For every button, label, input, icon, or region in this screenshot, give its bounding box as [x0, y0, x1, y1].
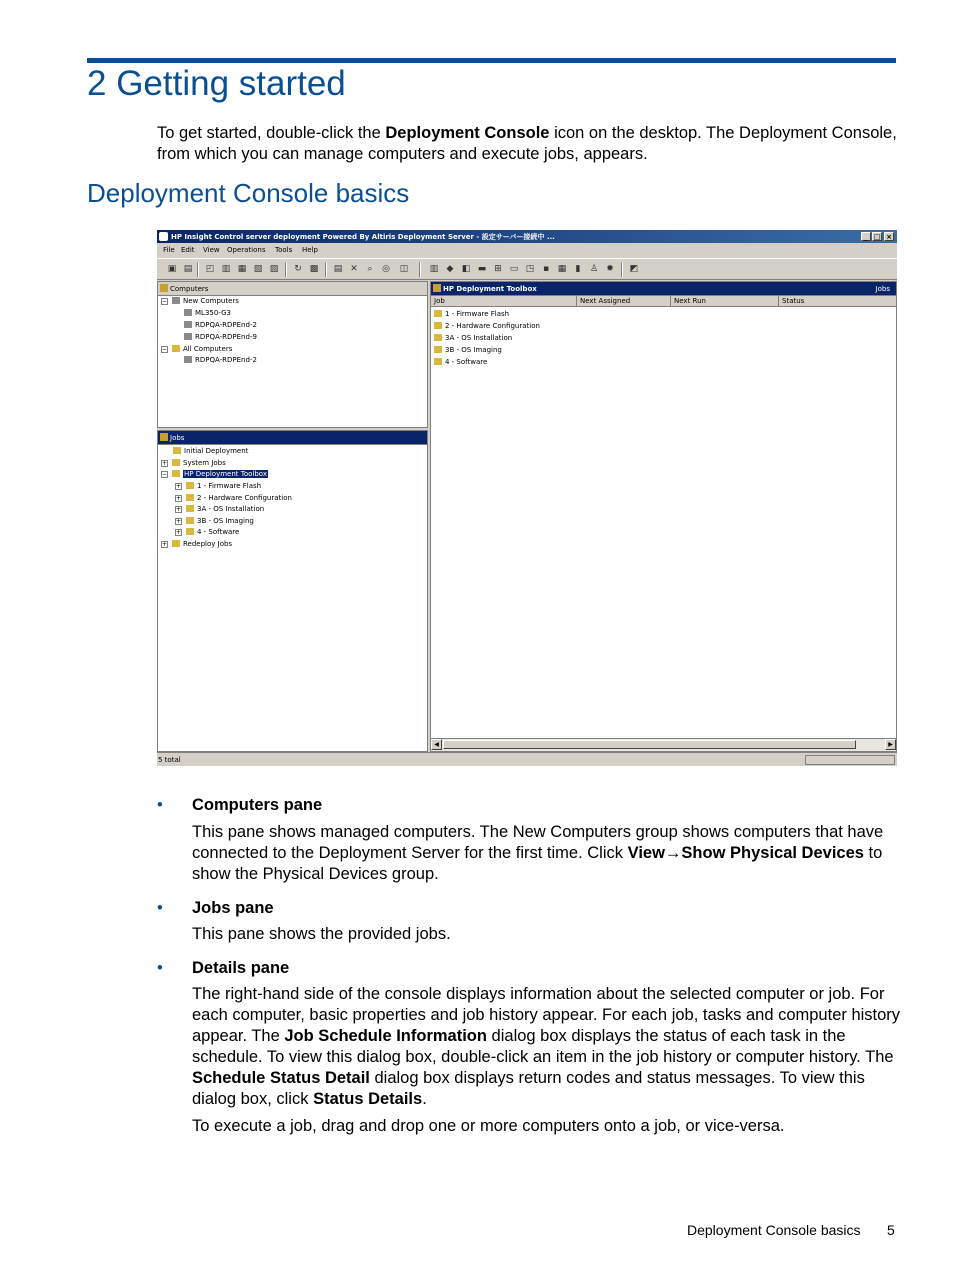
- bullet-icon: •: [157, 959, 163, 977]
- remote-control-icon[interactable]: ▥: [429, 264, 439, 274]
- jobs-icon: [160, 433, 168, 441]
- horizontal-scrollbar[interactable]: [431, 738, 896, 751]
- menu-file[interactable]: File: [163, 246, 175, 254]
- sensor-icon[interactable]: ⊞: [494, 264, 502, 274]
- computer-group-icon: [172, 345, 180, 352]
- list-item[interactable]: 1 - Firmware Flash: [434, 308, 509, 320]
- bullet-title-details: Details pane: [192, 959, 290, 977]
- status-text: 5 total: [158, 756, 181, 764]
- maximize-button[interactable]: □: [873, 233, 881, 241]
- new-folder-icon[interactable]: ▥: [221, 264, 231, 274]
- tree-item-all-computers[interactable]: − All Computers: [162, 345, 233, 353]
- window-icon[interactable]: ◳: [525, 264, 535, 274]
- save-icon[interactable]: ▪: [542, 264, 550, 274]
- user-icon[interactable]: ♙: [589, 264, 599, 274]
- copy-icon[interactable]: ▦: [237, 264, 247, 274]
- print-icon[interactable]: ▤: [333, 264, 343, 274]
- deploy-icon[interactable]: ◩: [629, 264, 639, 274]
- console-screenshot: [157, 230, 897, 766]
- job-icon: [434, 322, 442, 329]
- folder-icon: [186, 494, 194, 501]
- computer-icon: [184, 333, 192, 340]
- menu-help[interactable]: Help: [302, 246, 318, 254]
- bullet-title-computers: Computers pane: [192, 796, 323, 814]
- jobs-pane: [157, 430, 428, 752]
- toolbar: [157, 258, 897, 280]
- jobs-pane-header: Jobs: [158, 431, 427, 445]
- computers-icon: [160, 284, 168, 292]
- menu-bar: [157, 244, 897, 257]
- folder-icon: [186, 505, 194, 512]
- schedule-icon[interactable]: ◫: [399, 264, 409, 274]
- chapter-rule: [87, 58, 896, 63]
- menu-operations[interactable]: Operations: [227, 246, 266, 254]
- tree-item-job-folder[interactable]: + 2 - Hardware Configuration: [176, 494, 292, 502]
- close-button[interactable]: ×: [884, 232, 894, 241]
- job-icon: [434, 334, 442, 341]
- jobs-pane-description: This pane shows the provided jobs.: [192, 925, 451, 943]
- window-title: HP Insight Control server deployment Powered By Altiris Deployment Server - 設定サーバー接続中 ...: [171, 233, 555, 241]
- tree-item-redeploy-jobs[interactable]: + Redeploy Jobs: [162, 540, 233, 548]
- toolbar-separator: [621, 262, 623, 277]
- tree-item-initial-deployment[interactable]: Initial Deployment: [173, 446, 248, 457]
- chart-icon[interactable]: ▦: [557, 264, 567, 274]
- gear-icon[interactable]: ✹: [606, 264, 614, 274]
- computer-icon: [184, 356, 192, 363]
- details-header-right: Jobs: [875, 285, 890, 293]
- scrollbar-thumb[interactable]: [443, 740, 856, 749]
- tree-item-job-folder[interactable]: + 3A - OS Installation: [176, 505, 265, 513]
- job-icon: [434, 358, 442, 365]
- computers-pane: [157, 281, 428, 428]
- column-status[interactable]: Status: [779, 296, 897, 307]
- details-pane-description: The right-hand side of the console displays information about the selected computer or job. For each computer, basic properties and job history appear. For each job, tasks and computer history appear. The Job Schedule Information dialog box displays the status of each task in the schedule. To view this dialog box, double-click an item in the job history or computer history. The Schedule Status Detail dialog box displays return codes and status messages. To view this dialog box, click Status Details.: [192, 985, 901, 1108]
- scroll-right-icon[interactable]: ▶: [885, 739, 896, 750]
- job-icon: [434, 310, 442, 317]
- tree-item-job-folder[interactable]: + 1 - Firmware Flash: [176, 482, 262, 490]
- menu-edit[interactable]: Edit: [181, 246, 195, 254]
- database-icon[interactable]: ▮: [575, 264, 581, 274]
- find-icon[interactable]: ◎: [382, 264, 390, 274]
- folder-icon: [172, 459, 180, 466]
- execute-icon[interactable]: ◧: [461, 264, 471, 274]
- window-titlebar: [157, 230, 897, 243]
- details-pane-header: HP Deployment Toolbox Jobs: [431, 282, 896, 296]
- tree-item-system-jobs[interactable]: + System Jobs: [162, 459, 226, 467]
- computers-pane-header: Computers: [158, 282, 427, 296]
- new-group-icon[interactable]: ▤: [183, 264, 193, 274]
- folder-icon: [172, 470, 180, 477]
- list-item[interactable]: 2 - Hardware Configuration: [434, 320, 540, 332]
- footer-page-number: 5: [887, 1222, 895, 1238]
- details-pane: [430, 281, 897, 752]
- job-icon: [173, 447, 181, 454]
- tree-item-computer[interactable]: RDPQA-RDPEnd-2: [184, 320, 257, 331]
- toolbar-separator: [325, 262, 327, 277]
- chapter-title: 2 Getting started: [87, 64, 346, 103]
- status-panel: [805, 755, 895, 765]
- paste-icon[interactable]: ▧: [253, 264, 263, 274]
- power-icon[interactable]: ◆: [446, 264, 454, 274]
- tree-item-computer[interactable]: ML350-G3: [184, 308, 231, 319]
- folder-icon: [186, 482, 194, 489]
- closing-paragraph: To execute a job, drag and drop one or more computers onto a job, or vice-versa.: [192, 1117, 785, 1135]
- bullet-icon: •: [157, 899, 163, 917]
- toolbar-separator: [285, 262, 287, 277]
- tree-item-job-folder[interactable]: + 3B - OS Imaging: [176, 517, 254, 525]
- toolbar-separator: [197, 262, 199, 277]
- menu-view[interactable]: View: [203, 246, 220, 254]
- file-icon[interactable]: ▭: [509, 264, 519, 274]
- import-icon[interactable]: ▨: [269, 264, 279, 274]
- list-item[interactable]: 3B - OS Imaging: [434, 344, 502, 356]
- job-icon: [434, 346, 442, 353]
- toolbox-icon: [433, 284, 441, 292]
- footer-section-label: Deployment Console basics: [687, 1222, 861, 1238]
- search-icon[interactable]: ⌕: [367, 264, 373, 274]
- properties-icon[interactable]: ▩: [309, 264, 319, 274]
- computer-icon: [184, 321, 192, 328]
- refresh-icon[interactable]: ↻: [294, 264, 302, 274]
- bullet-icon: •: [157, 796, 163, 814]
- scroll-left-icon[interactable]: ◀: [431, 739, 442, 750]
- status-bar: [157, 752, 897, 766]
- list-item[interactable]: 3A - OS Installation: [434, 332, 512, 344]
- delete-icon[interactable]: ✕: [350, 264, 358, 274]
- tree-item-new-computers[interactable]: − New Computers: [162, 297, 239, 305]
- tree-item-hp-deployment-toolbox[interactable]: − HP Deployment Toolbox: [162, 470, 268, 478]
- new-computer-icon[interactable]: ▣: [167, 264, 177, 274]
- tree-item-computer[interactable]: RDPQA-RDPEnd-9: [184, 332, 257, 343]
- minimize-button[interactable]: _: [861, 232, 871, 241]
- folder-icon: [186, 517, 194, 524]
- console-icon[interactable]: ▬: [477, 264, 487, 274]
- list-item[interactable]: 4 - Software: [434, 356, 487, 368]
- computer-icon: [184, 309, 192, 316]
- tree-item-job-folder[interactable]: + 4 - Software: [176, 528, 240, 536]
- new-job-icon[interactable]: ◰: [205, 264, 215, 274]
- folder-icon: [186, 528, 194, 535]
- column-next-assigned[interactable]: Next Assigned: [577, 296, 671, 307]
- folder-icon: [172, 540, 180, 547]
- menu-tools[interactable]: Tools: [275, 246, 293, 254]
- tree-item-computer[interactable]: RDPQA-RDPEnd-2: [184, 355, 257, 366]
- computers-pane-description: This pane shows managed computers. The New Computers group shows computers that have connected to the Deployment Server for the first time. Click View→Show Physical Devices to show the Physical Devices group.: [192, 823, 884, 883]
- bullet-title-jobs: Jobs pane: [192, 899, 274, 917]
- app-icon: [159, 232, 168, 241]
- toolbar-separator: [419, 262, 421, 277]
- intro-paragraph: To get started, double-click the Deployment Console icon on the desktop. The Deployment Console, from which you can manage computers and execute jobs, appears.: [157, 124, 897, 163]
- computer-group-icon: [172, 297, 180, 304]
- column-job[interactable]: Job: [431, 296, 577, 307]
- column-next-run[interactable]: Next Run: [671, 296, 779, 307]
- section-title: Deployment Console basics: [87, 178, 410, 208]
